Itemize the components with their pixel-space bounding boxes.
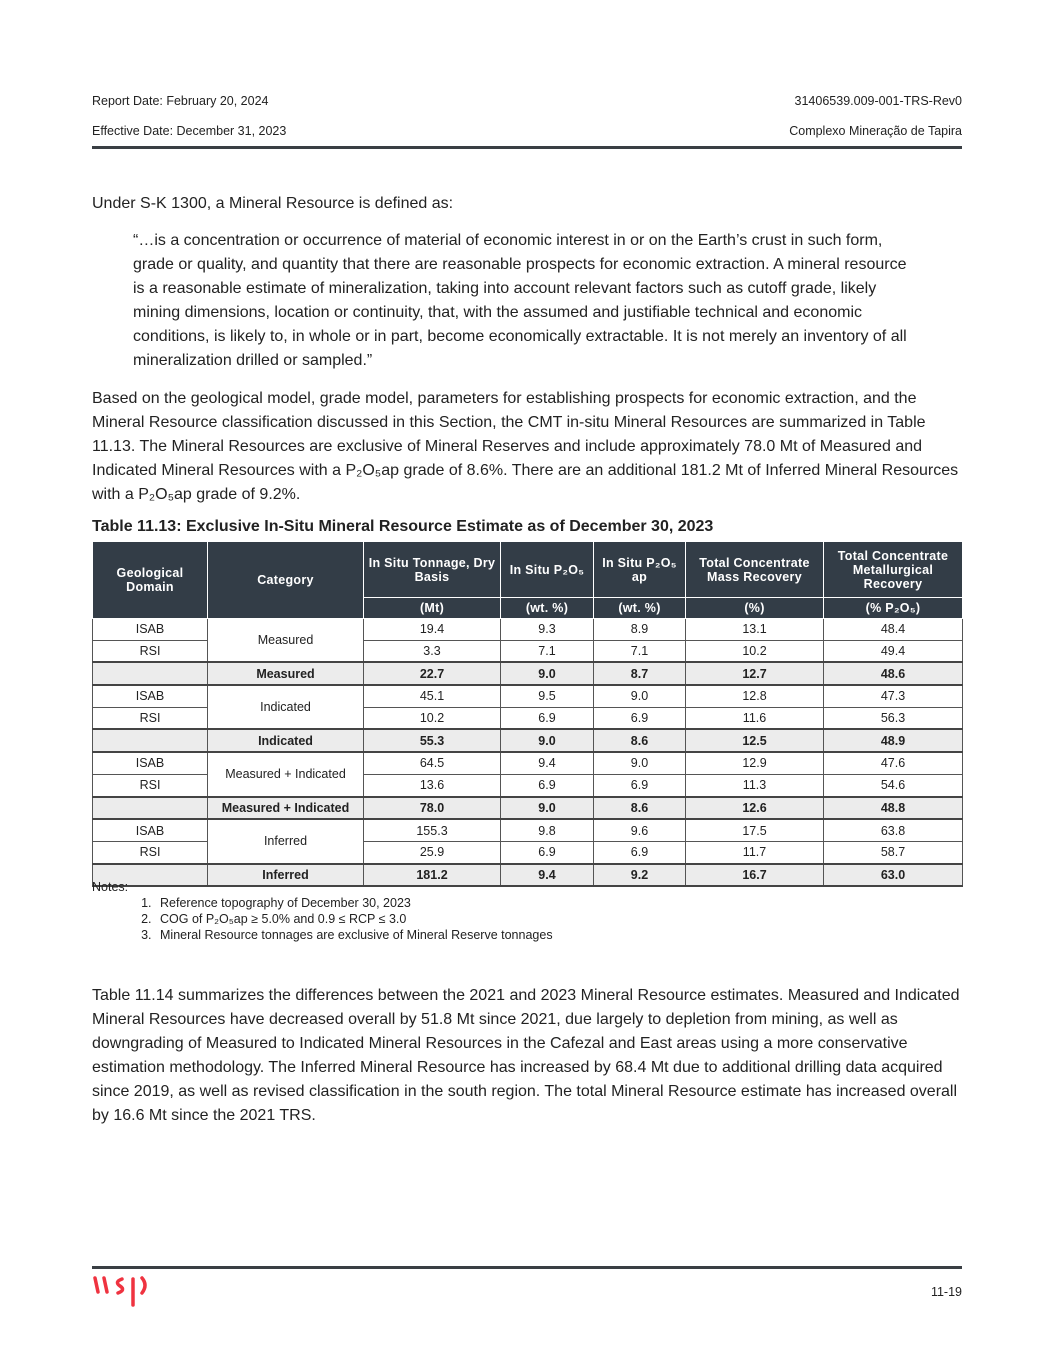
empty-cell	[93, 729, 208, 752]
domain-cell: RSI	[93, 774, 208, 796]
value-cell: 13.6	[364, 774, 501, 796]
report-date: Report Date: February 20, 2024	[92, 94, 269, 108]
value-cell: 12.9	[686, 752, 824, 774]
note-item: 1. Reference topography of December 30, 2023	[155, 895, 553, 911]
definition-quote: “…is a concentration or occurrence of material of economic interest in or on the Earth’s crust in such form, grade or quality, and quantity that there are reasonable prospects for economic extraction. A mineral resource is a reasonable estimate of mineralization, taking into account relevant factors such as cutoff grade, likely mining dimensions, location or continuity, that, with the assumed and justifiable technical and economic conditions, is likely to, in whole or in part, become economically extractable. It is not merely an inventory of all mineralization drilled or sampled.”	[133, 232, 907, 369]
value-cell: 54.6	[824, 774, 963, 796]
notes-title: Notes:	[92, 880, 129, 894]
subtotal-value: 9.0	[501, 797, 594, 820]
category-cell: Measured	[208, 619, 364, 663]
table-row	[93, 619, 963, 641]
subtotal-value: 9.2	[594, 864, 686, 887]
table-row	[93, 685, 963, 707]
value-cell: 49.4	[824, 640, 963, 662]
subtotal-value: 55.3	[364, 729, 501, 752]
value-cell: 9.3	[501, 619, 594, 641]
subtotal-label: Inferred	[208, 864, 364, 887]
value-cell: 3.3	[364, 640, 501, 662]
value-cell: 10.2	[686, 640, 824, 662]
col-header-mass-recovery: Total Concentrate Mass Recovery	[686, 542, 824, 598]
domain-cell: RSI	[93, 707, 208, 729]
category-cell: Indicated	[208, 685, 364, 729]
subtotal-value: 63.0	[824, 864, 963, 887]
comparison-paragraph: Table 11.14 summarizes the differences between the 2021 and 2023 Mineral Resource estimates. Measured and Indicated Mineral Resources have decreased overall by 51.8 Mt since 2021, due largely to depletion from mining, as well as downgrading of Measured to Indicated Mineral Resources in the Cafezal and East areas using a more conservative estimation methodology. The Inferred Mineral Resource has increased by 68.4 Mt due to additional drilling data acquired since 2019, as well as revised classification in the south region. The total Mineral Resource estimate has increased overall by 16.6 Mt since the 2021 TRS.	[92, 987, 960, 1124]
value-cell: 9.8	[501, 819, 594, 841]
value-cell: 58.7	[824, 841, 963, 863]
domain-cell: RSI	[93, 640, 208, 662]
value-cell: 6.9	[501, 774, 594, 796]
category-cell: Inferred	[208, 819, 364, 863]
project-name: Complexo Mineração de Tapira	[789, 124, 962, 138]
subtotal-value: 48.9	[824, 729, 963, 752]
value-cell: 9.4	[501, 752, 594, 774]
value-cell: 6.9	[594, 707, 686, 729]
category-cell: Measured + Indicated	[208, 752, 364, 796]
value-cell: 6.9	[501, 841, 594, 863]
table-row	[93, 752, 963, 774]
value-cell: 47.6	[824, 752, 963, 774]
domain-cell: ISAB	[93, 685, 208, 707]
domain-cell: RSI	[93, 841, 208, 863]
subtotal-value: 8.7	[594, 662, 686, 685]
subtotal-label: Indicated	[208, 729, 364, 752]
effective-date: Effective Date: December 31, 2023	[92, 124, 287, 138]
subtotal-row	[93, 729, 963, 752]
subtotal-value: 12.5	[686, 729, 824, 752]
value-cell: 56.3	[824, 707, 963, 729]
subtotal-row	[93, 662, 963, 685]
wsp-logo	[92, 1274, 158, 1310]
value-cell: 11.3	[686, 774, 824, 796]
unit-tonnage: (Mt)	[364, 598, 501, 619]
value-cell: 25.9	[364, 841, 501, 863]
value-cell: 6.9	[594, 774, 686, 796]
footer-divider	[92, 1266, 962, 1269]
subtotal-value: 78.0	[364, 797, 501, 820]
note-item: 2. COG of P₂O₅ap ≥ 5.0% and 0.9 ≤ RCP ≤ 3.0	[155, 911, 553, 927]
value-cell: 9.5	[501, 685, 594, 707]
unit-mass-recovery: (%)	[686, 598, 824, 619]
intro-text: Under S-K 1300, a Mineral Resource is defined as:	[92, 195, 454, 212]
value-cell: 63.8	[824, 819, 963, 841]
table-notes	[92, 879, 553, 943]
value-cell: 13.1	[686, 619, 824, 641]
subtotal-value: 12.6	[686, 797, 824, 820]
value-cell: 8.9	[594, 619, 686, 641]
value-cell: 12.8	[686, 685, 824, 707]
value-cell: 64.5	[364, 752, 501, 774]
value-cell: 7.1	[501, 640, 594, 662]
value-cell: 7.1	[594, 640, 686, 662]
page-number: 11-19	[930, 1285, 962, 1299]
value-cell: 17.5	[686, 819, 824, 841]
subtotal-value: 181.2	[364, 864, 501, 887]
domain-cell: ISAB	[93, 752, 208, 774]
value-cell: 9.0	[594, 752, 686, 774]
empty-cell	[93, 662, 208, 685]
value-cell: 10.2	[364, 707, 501, 729]
value-cell: 11.6	[686, 707, 824, 729]
subtotal-value: 9.4	[501, 864, 594, 887]
value-cell: 11.7	[686, 841, 824, 863]
value-cell: 6.9	[594, 841, 686, 863]
subtotal-value: 16.7	[686, 864, 824, 887]
subtotal-label: Measured	[208, 662, 364, 685]
header-divider	[92, 146, 962, 149]
col-header-met-recovery: Total Concentrate Metallurgical Recovery	[824, 542, 963, 598]
value-cell: 6.9	[501, 707, 594, 729]
subtotal-value: 22.7	[364, 662, 501, 685]
note-item: 3. Mineral Resource tonnages are exclusive of Mineral Reserve tonnages	[155, 927, 553, 943]
subtotal-row	[93, 797, 963, 820]
value-cell: 48.4	[824, 619, 963, 641]
subtotal-label: Measured + Indicated	[208, 797, 364, 820]
col-header-category: Category	[208, 542, 364, 619]
value-cell: 19.4	[364, 619, 501, 641]
summary-paragraph: Based on the geological model, grade model, parameters for establishing prospects for economic extraction, and the Mineral Resource classification discussed in this Section, the CMT in-situ Mineral Resources are summarized in Table 11.13. The Mineral Resources are exclusive of Mineral Reserves and include approximately 78.0 Mt of Measured and Indicated Mineral Resources with a P₂O₅ap grade of 8.6%. There are an additional 181.2 Mt of Inferred Mineral Resources with a P₂O₅ap grade of 9.2%.	[92, 390, 959, 503]
unit-met-recovery: (% P₂O₅)	[824, 598, 963, 619]
table-caption: Table 11.13: Exclusive In-Situ Mineral Resource Estimate as of December 30, 2023	[92, 518, 714, 535]
document-id: 31406539.009-001-TRS-Rev0	[794, 94, 962, 108]
col-header-tonnage: In Situ Tonnage, Dry Basis	[364, 542, 501, 598]
col-header-p2o5ap: In Situ P₂O₅ ap	[594, 542, 686, 598]
domain-cell: ISAB	[93, 619, 208, 641]
subtotal-value: 9.0	[501, 662, 594, 685]
subtotal-value: 9.0	[501, 729, 594, 752]
value-cell: 45.1	[364, 685, 501, 707]
table-row	[93, 819, 963, 841]
unit-p2o5ap: (wt. %)	[594, 598, 686, 619]
domain-cell: ISAB	[93, 819, 208, 841]
subtotal-value: 48.8	[824, 797, 963, 820]
empty-cell	[93, 797, 208, 820]
subtotal-value: 48.6	[824, 662, 963, 685]
subtotal-value: 12.7	[686, 662, 824, 685]
subtotal-value: 8.6	[594, 797, 686, 820]
unit-p2o5: (wt. %)	[501, 598, 594, 619]
col-header-domain: Geological Domain	[93, 542, 208, 619]
subtotal-value: 8.6	[594, 729, 686, 752]
resource-table	[92, 541, 963, 887]
value-cell: 155.3	[364, 819, 501, 841]
value-cell: 47.3	[824, 685, 963, 707]
value-cell: 9.0	[594, 685, 686, 707]
col-header-p2o5: In Situ P₂O₅	[501, 542, 594, 598]
value-cell: 9.6	[594, 819, 686, 841]
